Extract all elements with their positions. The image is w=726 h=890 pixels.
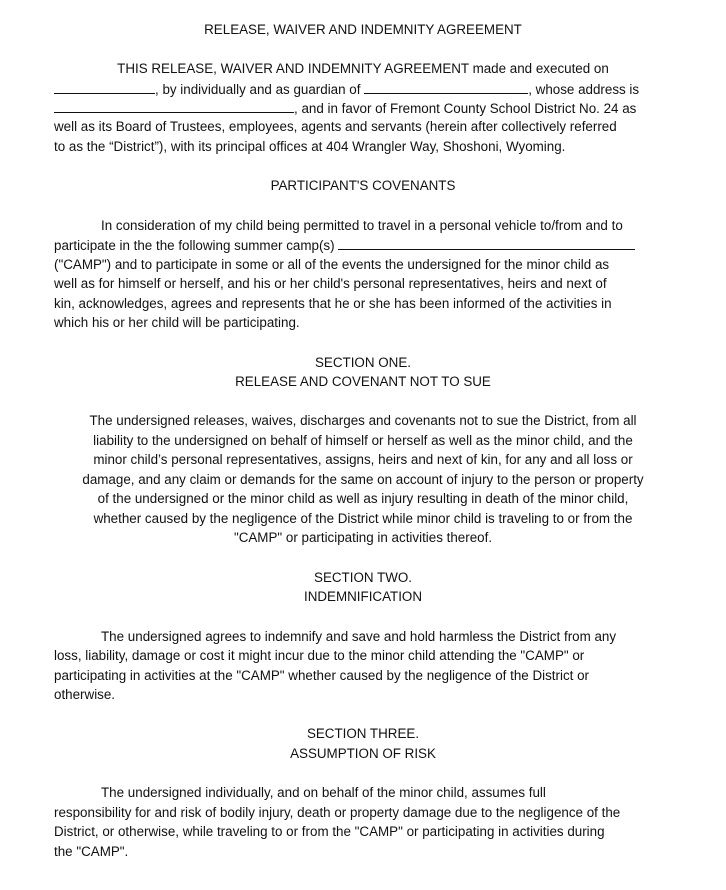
- covenants-heading: PARTICIPANT'S COVENANTS: [270, 178, 456, 193]
- covenants-line-6: which his or her child will be participating.: [54, 315, 300, 330]
- section-two-heading: SECTION TWO.: [314, 570, 412, 585]
- covenants-line-4: well as for himself or herself, and his or her child's personal representatives, heirs and next of: [54, 276, 607, 291]
- intro-line-1: THIS RELEASE, WAIVER AND INDEMNITY AGREEMENT made and executed on: [117, 61, 609, 76]
- section-one-line: liability to the undersigned on behalf of himself or herself as well as the minor child, and the: [93, 433, 633, 448]
- section-two-line: participating in activities at the "CAMP" whether caused by the negligence of the District or: [54, 668, 589, 683]
- section-three-subheading: ASSUMPTION OF RISK: [290, 746, 436, 761]
- section-two-line: otherwise.: [54, 687, 116, 702]
- section-one-line: minor child’s personal representatives, assigns, heirs and next of kin, for any and all loss or: [93, 452, 633, 467]
- section-three-line: the "CAMP".: [54, 844, 129, 859]
- section-three-line: District, or otherwise, while traveling to or from the "CAMP" or participating in activities during: [54, 824, 605, 839]
- section-one-line: of the undersigned or the minor child as well as injury resulting in death of the minor child,: [97, 491, 629, 506]
- section-three-line: responsibility for and risk of bodily injury, death or property damage due to the negligence of the: [54, 805, 621, 820]
- section-one-subheading: RELEASE AND COVENANT NOT TO SUE: [235, 374, 491, 389]
- section-one-line: whether caused by the negligence of the District while minor child is traveling to or from the: [93, 511, 633, 526]
- section-three-line: The undersigned individually, and on behalf of the minor child, assumes full: [101, 785, 546, 800]
- section-two-line: The undersigned agrees to indemnify and save and hold harmless the District from any: [101, 629, 617, 644]
- section-one-line: "CAMP" or participating in activities thereof.: [233, 530, 493, 545]
- intro-line-2-text-a: , by individually and as guardian of: [155, 82, 361, 97]
- covenants-line-5: kin, acknowledges, agrees and represents that he or she has been informed of the activities in: [54, 296, 612, 311]
- date-blank[interactable]: [54, 79, 155, 94]
- intro-line-3-text: , and in favor of Fremont County School District No. 24 as: [294, 101, 637, 116]
- section-one-line: The undersigned releases, waives, discharges and covenants not to sue the District, from all: [89, 413, 637, 428]
- section-two-line: loss, liability, damage or cost it might incur due to the minor child attending the "CAMP" or: [54, 648, 585, 663]
- document-title: RELEASE, WAIVER AND INDEMNITY AGREEMENT: [204, 22, 522, 37]
- section-two-subheading: INDEMNIFICATION: [303, 589, 423, 604]
- camp-name-blank[interactable]: [338, 235, 635, 250]
- intro-line-2-text-b: , whose address is: [528, 82, 640, 97]
- child-name-blank[interactable]: [364, 79, 528, 94]
- covenants-line-2: [54, 235, 635, 255]
- section-one-heading: SECTION ONE.: [315, 355, 411, 370]
- covenants-line-3: ("CAMP") and to participate in some or all of the events the undersigned for the minor child as: [54, 257, 610, 272]
- intro-line-3: [54, 98, 636, 118]
- intro-line-2: [54, 79, 639, 99]
- intro-line-5: to as the “District”), with its principal offices at 404 Wrangler Way, Shoshoni, Wyoming.: [54, 139, 566, 154]
- intro-line-4: well as its Board of Trustees, employees, agents and servants (herein after collectively referred: [54, 119, 617, 134]
- covenants-line-1: In consideration of my child being permitted to travel in a personal vehicle to/from and to: [101, 218, 623, 233]
- section-one-line: damage, and any claim or demands for the same on account of injury to the person or property: [82, 472, 644, 487]
- address-blank[interactable]: [54, 98, 294, 113]
- covenants-line-2-text: participate in the the following summer camp(s): [54, 238, 335, 253]
- section-three-heading: SECTION THREE.: [306, 726, 420, 741]
